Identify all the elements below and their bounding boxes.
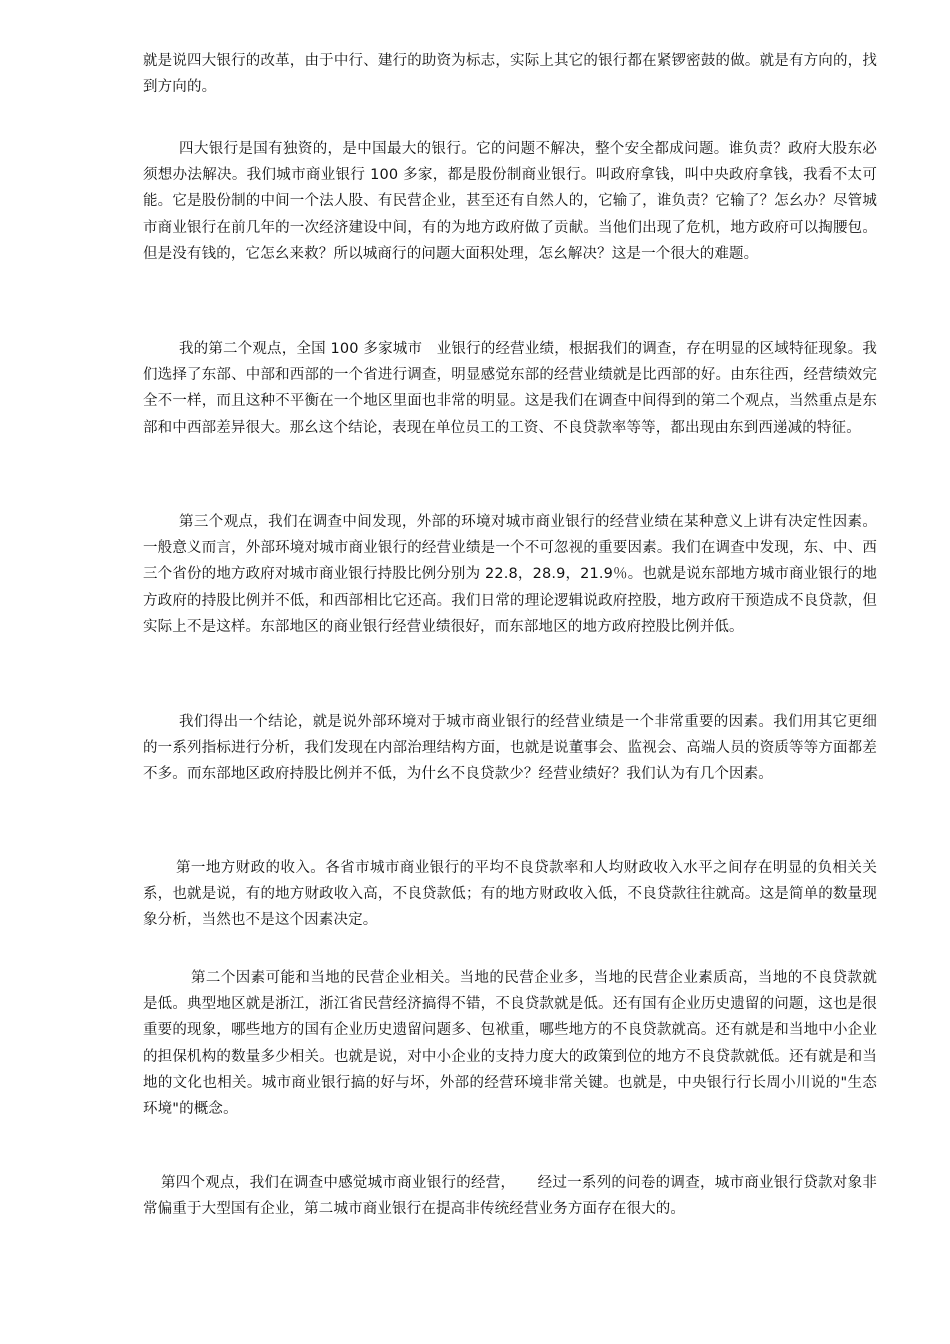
paragraph-7: 第二个因素可能和当地的民营企业相关。当地的民营企业多，当地的民营企业素质高，当地的不良贷款就是低。典型地区就是浙江，浙江省民营经济搞得不错，不良贷款就是低。还有国有企业历史遗留的问题，这也是很重要的现象，哪些地方的国有企业历史遗留问题多、包袱重，哪些地方的不良贷款就高。还有就是和当地中小企业的担保机构的数量多少相关。也就是说，对中小企业的支持力度大的政策到位的地方不良贷款就低。还有就是和当地的文化也相关。城市商业银行搞的好与坏，外部的经营环境非常关键。也就是，中央银行行长周小川说的"生态环境"的概念。 xyxy=(143,970,877,1118)
paragraph-2: 四大银行是国有独资的，是中国最大的银行。它的问题不解决，整个安全都成问题。谁负责？政府大股东必须想办法解决。我们城市商业银行 100 多家，都是股份制商业银行。叫政府拿钱，叫中央政府拿钱，我看不太可能。它是股份制的中间一个法人股、有民营企业，甚至还有自然人的，它输了，谁负责？它输了？怎幺办？尽管城市商业银行在前几年的一次经济建设中间，有的为地方政府做了贡献。当他们出现了危机，地方政府可以掏腰包。但是没有钱的，它怎幺来救？所以城商行的问题大面积处理，怎幺解决？这是一个很大的难题。 xyxy=(143,141,877,262)
paragraph-3: 我的第二个观点，全国 100 多家城市 业银行的经营业绩，根据我们的调查，存在明显的区域特征现象。我们选择了东部、中部和西部的一个省进行调查，明显感觉东部的经营业绩就是比西部的好。由东往西，经营绩效完全不一样，而且这种不平衡在一个地区里面也非常的明显。这是我们在调查中间得到的第二个观点，当然重点是东部和中西部差异很大。那幺这个结论，表现在单位员工的工资、不良贷款率等等，都出现由东到西递减的特征。 xyxy=(143,341,877,436)
paragraph-5: 我们得出一个结论，就是说外部环境对于城市商业银行的经营业绩是一个非常重要的因素。我们用其它更细的一系列指标进行分析，我们发现在内部治理结构方面，也就是说董事会、监视会、高端人员的资质等等方面都差不多。而东部地区政府持股比例并不低，为什幺不良贷款少？经营业绩好？我们认为有几个因素。 xyxy=(143,714,877,783)
paragraph-8: 第四个观点，我们在调查中感觉城市商业银行的经营， 经过一系列的问卷的调查，城市商业银行贷款对象非常偏重于大型国有企业，第二城市商业银行在提高非传统经营业务方面存在很大的。 xyxy=(143,1175,877,1218)
paragraph-1: 就是说四大银行的改革，由于中行、建行的助资为标志，实际上其它的银行都在紧锣密鼓的做。就是有方向的，找到方向的。 xyxy=(143,53,877,96)
paragraph-4: 第三个观点，我们在调查中间发现，外部的环境对城市商业银行的经营业绩在某种意义上讲有决定性因素。一般意义而言，外部环境对城市商业银行的经营业绩是一个不可忽视的重要因素。我们在调查中发现，东、中、西三个省份的地方政府对城市商业银行持股比例分别为 22.8，28.9，21.9％。也就是说东部地方城市商业银行的地方政府的持股比例并不低，和西部相比它还高。我们日常的理论逻辑说政府控股，地方政府干预造成不良贷款，但实际上不是这样。东部地区的商业银行经营业绩很好，而东部地区的地方政府控股比例并低。 xyxy=(143,514,877,635)
paragraph-6: 第一地方财政的收入。各省市城市商业银行的平均不良贷款率和人均财政收入水平之间存在明显的负相关关系，也就是说，有的地方财政收入高，不良贷款低；有的地方财政收入低，不良贷款往往就高。这是简单的数量现象分析，当然也不是这个因素决定。 xyxy=(143,860,877,929)
